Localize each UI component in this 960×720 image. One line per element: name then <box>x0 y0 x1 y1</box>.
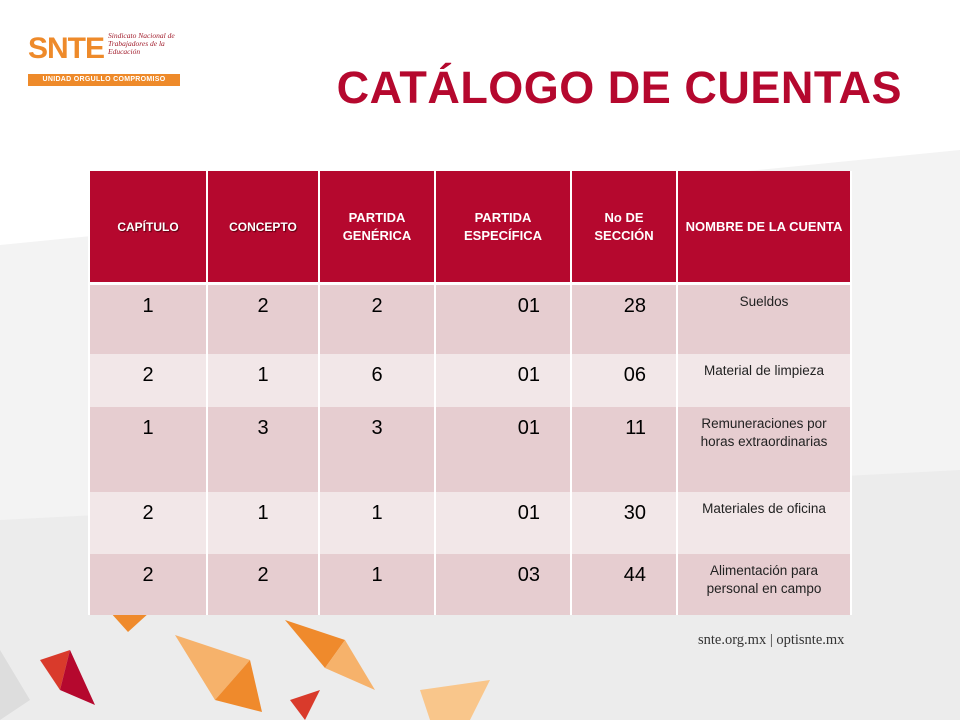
cell-nombre-cuenta: Remuneraciones por horas extraordinarias <box>677 407 851 492</box>
logo-brand: SNTE <box>28 32 105 65</box>
cell-partida-especifica: 01 <box>435 284 571 355</box>
table-row <box>89 492 851 554</box>
cell-concepto: 1 <box>207 492 319 554</box>
cell-no-seccion: 44 <box>571 554 677 615</box>
footer-url: snte.org.mx | optisnte.mx <box>698 632 845 648</box>
cell-concepto: 2 <box>207 284 319 355</box>
logo-motto: UNIDAD ORGULLO COMPROMISO <box>28 74 180 86</box>
cell-partida-especifica: 01 <box>435 407 571 492</box>
cell-partida-generica: 6 <box>319 354 435 407</box>
cell-partida-generica: 2 <box>319 284 435 355</box>
cell-capitulo: 1 <box>89 284 207 355</box>
table-row <box>89 554 851 615</box>
logo-description: Sindicato Nacional de Trabajadores de la Educación <box>108 31 175 56</box>
cell-partida-especifica: 03 <box>435 554 571 615</box>
header-no-seccion: No DE SECCIÓN <box>571 171 677 284</box>
cell-nombre-cuenta: Alimentación para personal en campo <box>677 554 851 615</box>
cell-partida-generica: 1 <box>319 492 435 554</box>
cell-capitulo: 1 <box>89 407 207 492</box>
cell-partida-generica: 3 <box>319 407 435 492</box>
header-partida-generica: PARTIDA GENÉRICA <box>319 171 435 284</box>
cell-no-seccion: 06 <box>571 354 677 407</box>
cell-capitulo: 2 <box>89 354 207 407</box>
cell-nombre-cuenta: Material de limpieza <box>677 354 851 407</box>
cell-partida-especifica: 01 <box>435 354 571 407</box>
cell-capitulo: 2 <box>89 554 207 615</box>
cell-concepto: 1 <box>207 354 319 407</box>
header-concepto: CONCEPTO <box>207 171 319 284</box>
cell-no-seccion: 30 <box>571 492 677 554</box>
table-row <box>89 407 851 492</box>
cell-partida-especifica: 01 <box>435 492 571 554</box>
cell-nombre-cuenta: Materiales de oficina <box>677 492 851 554</box>
header-nombre-cuenta: NOMBRE DE LA CUENTA <box>677 171 851 284</box>
header-capitulo: CAPÍTULO <box>89 171 207 284</box>
page-title: CATÁLOGO DE CUENTAS <box>336 62 902 113</box>
cell-concepto: 3 <box>207 407 319 492</box>
cell-concepto: 2 <box>207 554 319 615</box>
cell-nombre-cuenta: Sueldos <box>677 284 851 355</box>
snte-logo <box>28 30 188 88</box>
table-row <box>89 284 851 355</box>
cell-capitulo: 2 <box>89 492 207 554</box>
cell-no-seccion: 11 <box>571 407 677 492</box>
table-header-row <box>89 171 851 284</box>
header-partida-especifica: PARTIDA ESPECÍFICA <box>435 171 571 284</box>
cell-no-seccion: 28 <box>571 284 677 355</box>
cell-partida-generica: 1 <box>319 554 435 615</box>
accounts-table <box>88 171 852 615</box>
table-row <box>89 354 851 407</box>
